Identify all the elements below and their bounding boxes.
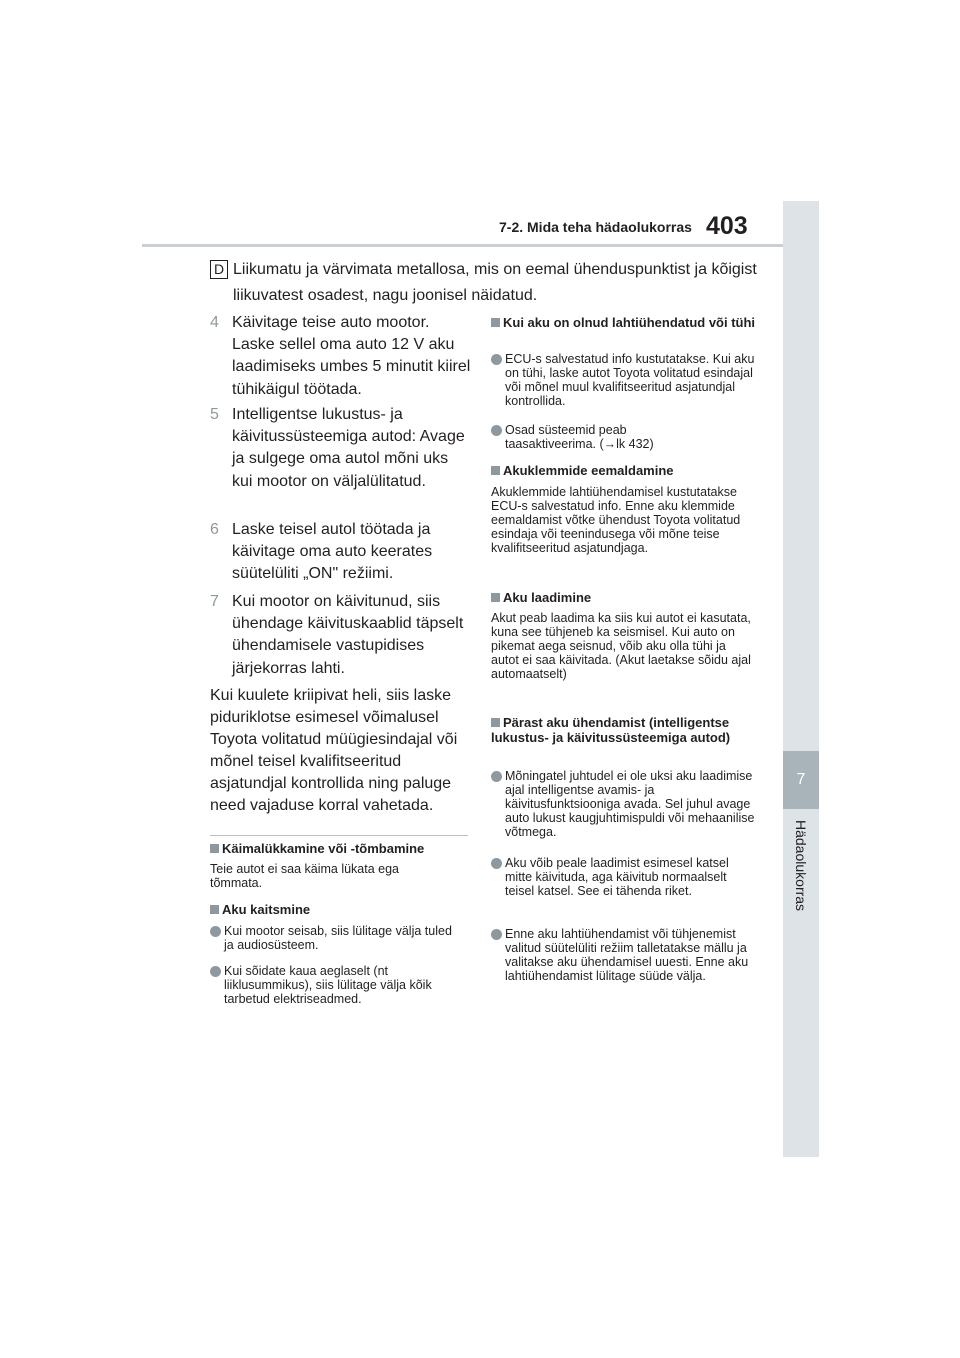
after-connection-heading <box>491 715 756 745</box>
protection-bullet-text: Kui sõidate kaua aeglaselt (nt liiklusummikus), siis lülitage välja kõik tarbetud elektriseadmed. <box>224 964 432 1006</box>
round-bullet-icon <box>210 926 221 937</box>
callout-badge: D <box>210 260 228 279</box>
round-bullet-icon <box>491 858 502 869</box>
header-divider <box>142 244 783 247</box>
protection-bullet <box>210 924 465 958</box>
square-bullet-icon <box>491 593 500 602</box>
step-number: 5 <box>210 406 219 423</box>
after-connection-bullet-text: Enne aku lahtiühendamist või tühjenemist valitud süütelüliti režiim talletatakse mällu ja valitakse aku ühendamisel uuesti. Enne aku lahtiühendamist lülitage süüde välja. <box>505 927 749 983</box>
chapter-number: 7 <box>796 771 806 788</box>
protection-bullet-text: Kui mootor seisab, siis lülitage välja tuled ja audiosüsteem. <box>224 924 452 952</box>
push-start-heading-text: Käimalükkamine või -tõmbamine <box>222 841 425 856</box>
after-connection-bullet-text: Aku võib peale laadimist esimesel katsel mitte käivituda, aga käivitub normaalselt teisel katsel. See ei tähenda riket. <box>505 856 729 898</box>
after-connection-bullet-text: Mõningatel juhtudel ei ole uksi aku laadimise ajal intelligentse avamis- ja käivitusfunktsiooniga avada. Sel juhul avage auto lukust kaugjuhtimispuldi või mehaanilise võtmega. <box>505 769 755 839</box>
notes-divider <box>210 835 468 836</box>
square-bullet-icon <box>491 466 500 475</box>
battery-charging-heading-text: Aku laadimine <box>503 590 592 605</box>
square-bullet-icon <box>210 905 219 914</box>
step-text: Laske teisel autol töötada ja käivitage oma auto keerates süütelüliti „ON" režiimi. <box>232 521 433 583</box>
disconnected-heading-text: Kui aku on olnud lahtiühendatud või tühi <box>503 315 756 330</box>
step-number: 4 <box>210 314 219 331</box>
push-start-text: Teie autot ei saa käima lükata ega tõmmata. <box>210 862 400 890</box>
protection-bullet <box>210 964 472 1012</box>
disconnected-bullet-text: ECU-s salvestatud info kustutatakse. Kui aku on tühi, laske autot Toyota volitatud esindajal või mõnel muul kvalifitseeritud asjatundjal kontrollida. <box>505 352 755 408</box>
chapter-title: Hädaolukorras <box>793 820 809 912</box>
brake-warning-paragraph: Kui kuulete kriipivat heli, siis laske piduriklotse esimesel võimalusel Toyota volitatud müügiesindajal või mõnel teisel kvalifitseeritud asjatundjal kontrollida ning paluge need vajaduse korral vahetada. <box>210 687 458 814</box>
round-bullet-icon <box>210 966 221 977</box>
terminal-removal-text: Akuklemmide lahtiühendamisel kustutatakse ECU-s salvestatud info. Enne aku klemmide eemaldamist võtke ühendust Toyota volitatud esindaja või teenindusega või mõne teise kvalifitseeritud asjatundjaga. <box>491 485 741 555</box>
disconnected-bullet <box>491 352 756 416</box>
disconnected-bullet-text <box>505 423 665 451</box>
section-title: 7-2. Mida teha hädaolukorras <box>499 219 692 235</box>
round-bullet-icon <box>491 771 502 782</box>
page-ref-arrow-icon: → <box>603 437 617 451</box>
round-bullet-icon <box>491 354 502 365</box>
round-bullet-icon <box>491 425 502 436</box>
page-ref-link[interactable]: lk 432) <box>616 437 654 451</box>
disconnected-bullet <box>491 423 756 455</box>
chapter-side-tab <box>783 201 819 1157</box>
step-number: 7 <box>210 593 219 610</box>
disconnected-heading <box>491 315 756 330</box>
round-bullet-icon <box>491 929 502 940</box>
after-connection-bullet <box>491 856 756 920</box>
page-number: 403 <box>706 212 748 240</box>
battery-protection-heading-text: Aku kaitsmine <box>222 902 311 917</box>
terminal-removal-heading <box>491 463 756 478</box>
after-connection-bullet <box>491 769 756 849</box>
step-text: Intelligentse lukustus- ja käivitussüsteemiga autod: Avage ja sulgege oma autol mõni uks kui mootor on väljalülitatud. <box>232 406 465 490</box>
square-bullet-icon <box>210 844 219 853</box>
square-bullet-icon <box>491 318 500 327</box>
terminal-removal-heading-text: Akuklemmide eemaldamine <box>503 463 674 478</box>
intro-text: Liikumatu ja värvimata metallosa, mis on eemal ühenduspunktist ja kõigist liikuvatest osadest, nagu joonisel näidatud. <box>233 261 757 304</box>
step-text: Käivitage teise auto mootor. Laske sellel oma auto 12 V aku laadimiseks umbes 5 minutit kiirel tühikäigul töötada. <box>232 314 471 398</box>
disconnected-bullet-text-main: Osad süsteemid peab taasaktiveerima. ( <box>505 423 627 451</box>
battery-charging-text: Akut peab laadima ka siis kui autot ei kasutata, kuna see tühjeneb ka seismisel. Kui auto on pikemat aega seisnud, võib aku olla tühi ja autot ei saa käivitada. (Akut laetakse sõidu ajal automaatselt) <box>491 611 751 681</box>
battery-charging-heading <box>491 590 756 605</box>
chapter-number-tab <box>783 751 819 809</box>
after-connection-bullet <box>491 927 756 1007</box>
push-start-heading <box>210 841 468 856</box>
step-text: Kui mootor on käivitunud, siis ühendage käivituskaablid täpselt ühendamisele vastupidises järjekorras lahti. <box>232 593 464 677</box>
step-number: 6 <box>210 521 219 538</box>
battery-protection-heading <box>210 902 468 917</box>
after-connection-heading-text: Pärast aku ühendamist (intelligentse lukustus- ja käivitussüsteemiga autod) <box>491 715 731 745</box>
square-bullet-icon <box>491 718 500 727</box>
